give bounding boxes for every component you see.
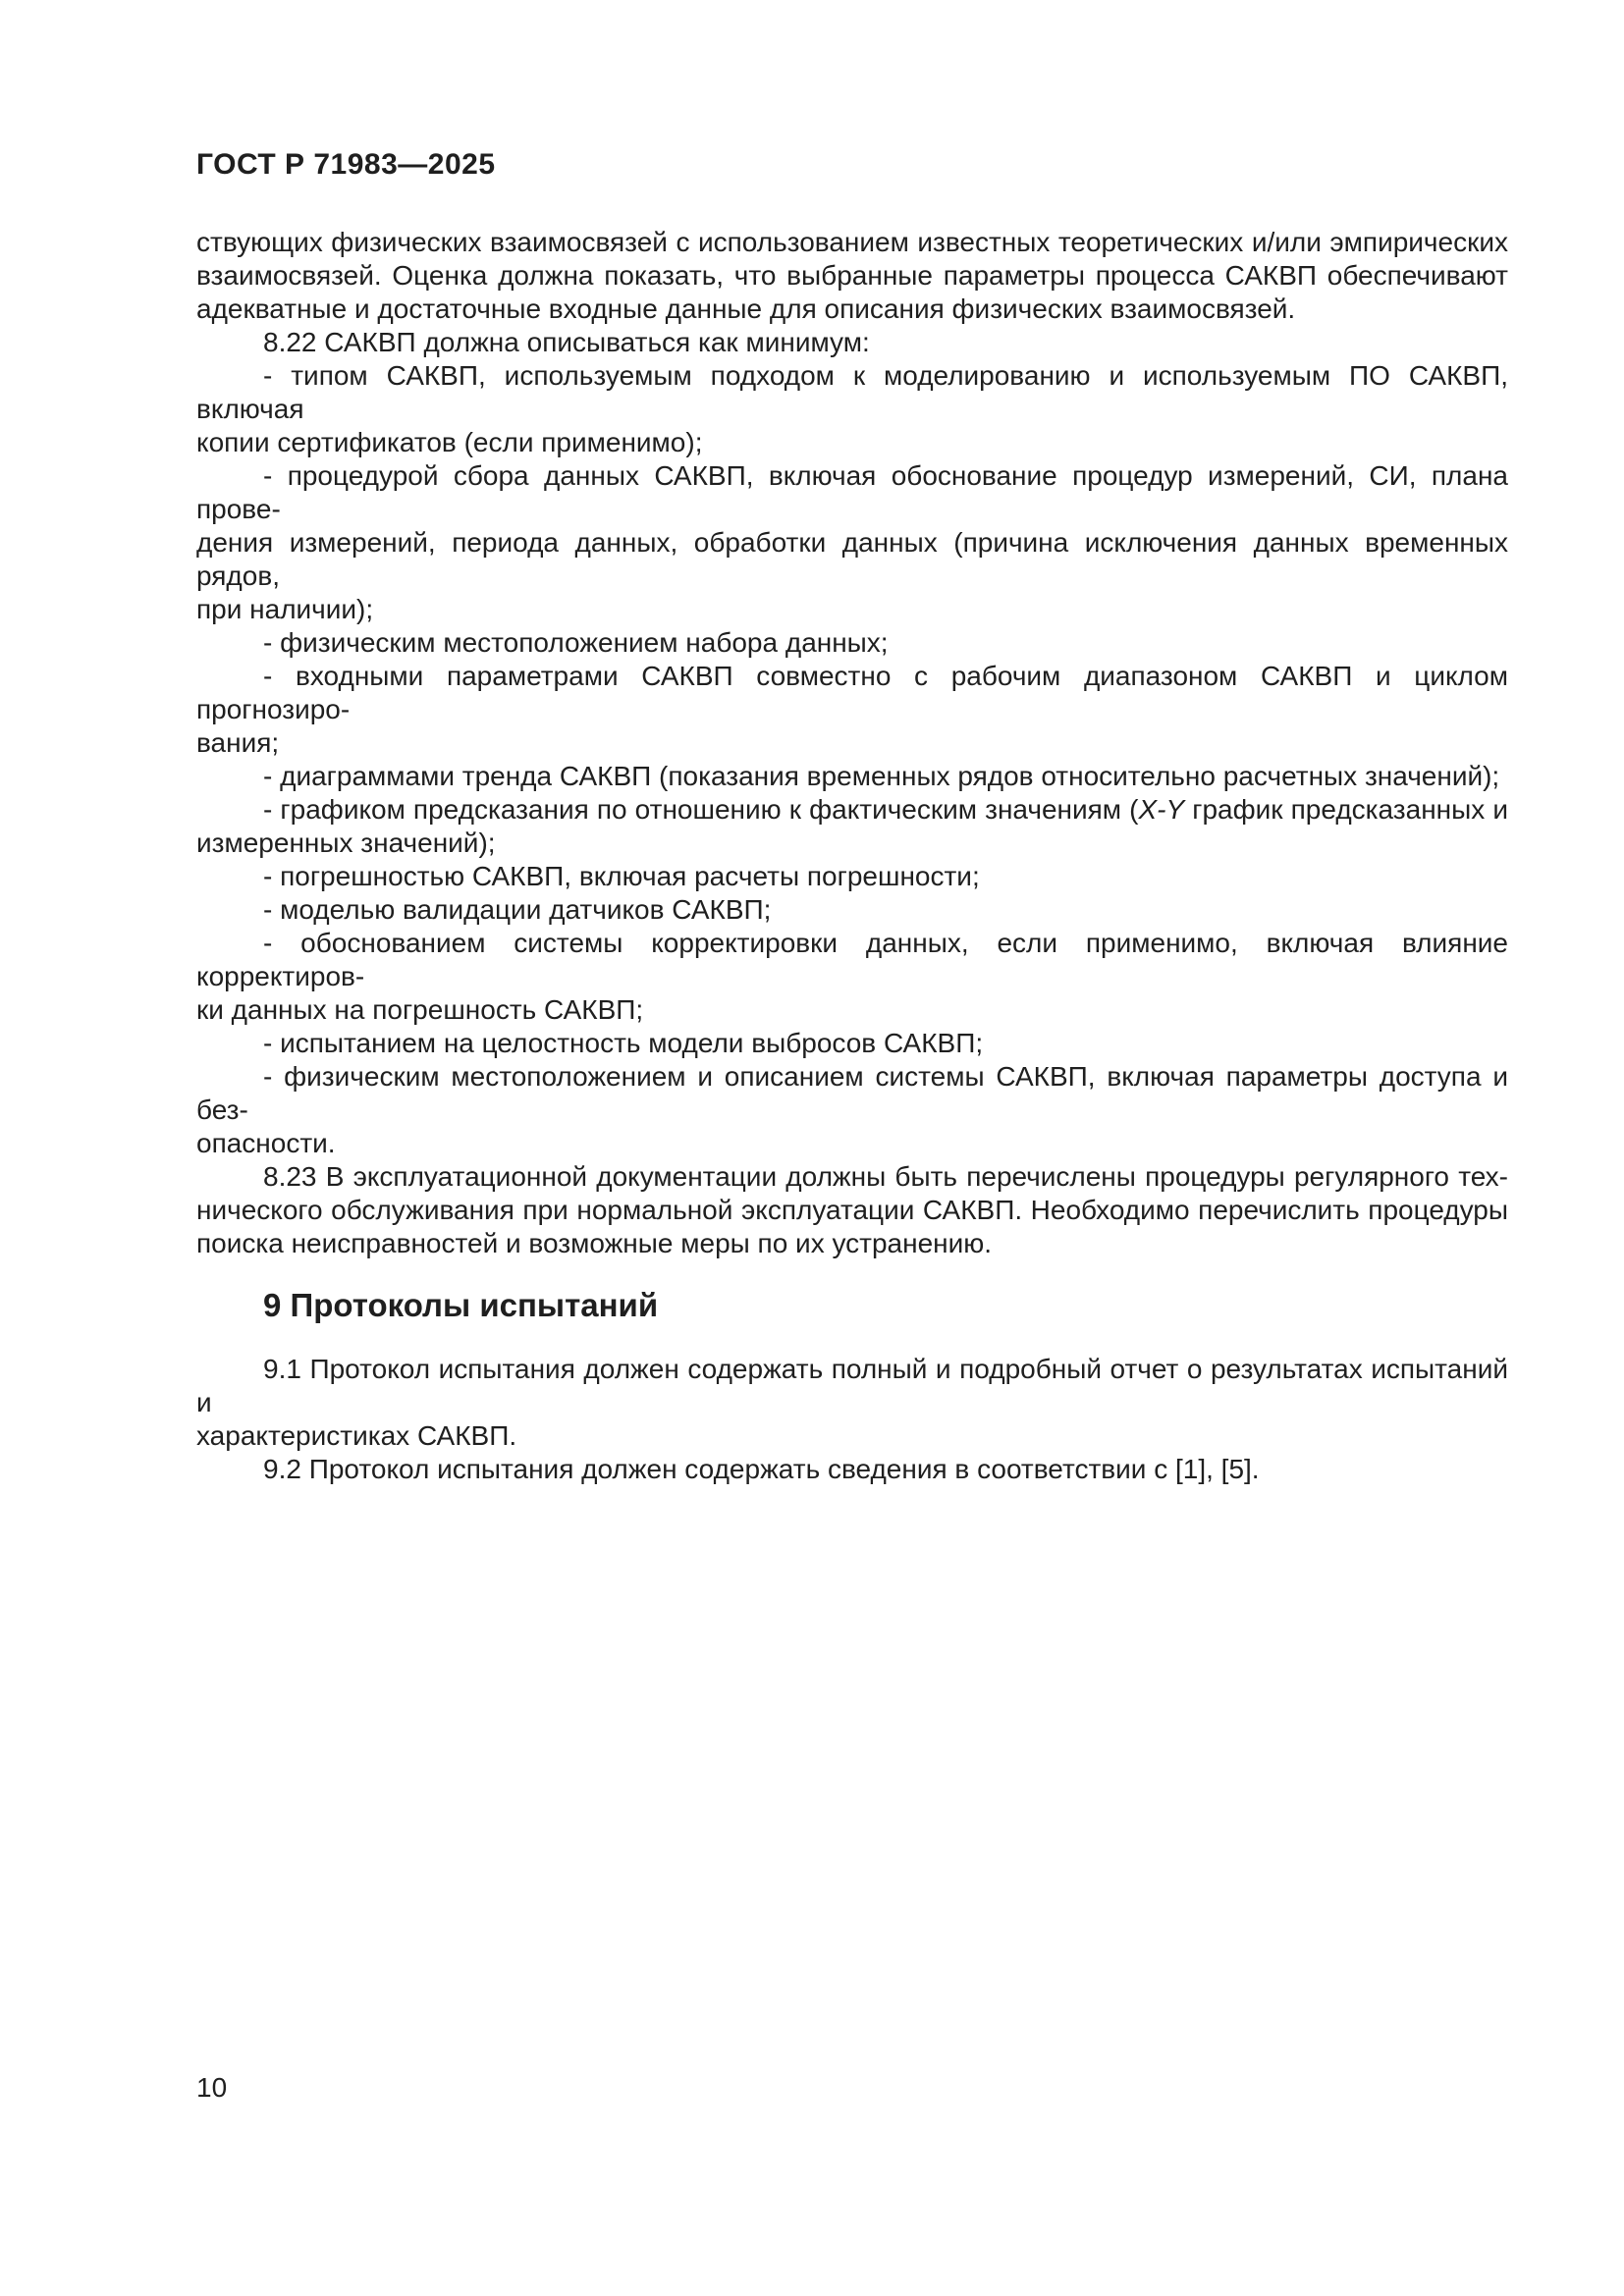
text-line: измеренных значений); bbox=[196, 828, 496, 858]
page-number: 10 bbox=[196, 2072, 228, 2103]
text-line: взаимосвязей. Оценка должна показать, что выбранные параметры процесса САКВП обеспечивают bbox=[196, 260, 1508, 291]
document-body bbox=[196, 226, 1508, 1486]
list-item-data-correction bbox=[196, 927, 1508, 1027]
text-line: нического обслуживания при нормальной эксплуатации САКВП. Необходимо перечислить процедуры bbox=[196, 1195, 1508, 1225]
text-line: адекватные и достаточные входные данные для описания физических взаимосвязей. bbox=[196, 294, 1296, 324]
list-item-sensor-validation bbox=[196, 893, 1508, 927]
text-line: 9.2 Протокол испытания должен содержать сведения в соответствии с [1], [5]. bbox=[263, 1454, 1260, 1484]
text-line: - обоснованием системы корректировки данных, если применимо, включая влияние корректиров- bbox=[196, 928, 1508, 991]
text-line: 8.23 В эксплуатационной документации должны быть перечислены процедуры регулярного тех- bbox=[263, 1161, 1508, 1192]
list-item-trend-diagrams bbox=[196, 760, 1508, 793]
list-item-integrity-test bbox=[196, 1027, 1508, 1060]
text-line: - типом САКВП, используемым подходом к моделированию и используемым ПО САКВП, включая bbox=[196, 360, 1508, 424]
paragraph-continuation bbox=[196, 226, 1508, 326]
text-line: 9.1 Протокол испытания должен содержать полный и подробный отчет о результатах испытаний и bbox=[196, 1354, 1508, 1417]
text-line: - погрешностью САКВП, включая расчеты погрешности; bbox=[263, 861, 980, 891]
paragraph-9-2 bbox=[196, 1453, 1508, 1486]
text-line: ки данных на погрешность САКВП; bbox=[196, 994, 644, 1025]
text-segment: график предсказанных и bbox=[1184, 794, 1508, 825]
text-line bbox=[196, 793, 1508, 827]
text-line: - физическим местоположением набора данных; bbox=[263, 627, 889, 658]
text-line: - испытанием на целостность модели выбросов САКВП; bbox=[263, 1028, 984, 1058]
running-header: ГОСТ Р 71983—2025 bbox=[196, 148, 496, 181]
text-line: поиска неисправностей и возможные меры по их устранению. bbox=[196, 1228, 993, 1258]
list-item-prediction-plot bbox=[196, 793, 1508, 860]
text-segment: - графиком предсказания по отношению к фактическим значениям ( bbox=[263, 794, 1139, 825]
paragraph-8-22 bbox=[196, 326, 1508, 359]
text-line: ствующих физических взаимосвязей с использованием известных теоретических и/или эмпирических bbox=[196, 227, 1508, 257]
list-item-system-location bbox=[196, 1060, 1508, 1160]
list-item-data-collection bbox=[196, 459, 1508, 626]
text-line: характеристиках САКВП. bbox=[196, 1420, 517, 1451]
text-line: 8.22 САКВП должна описываться как минимум: bbox=[263, 327, 870, 357]
text-line: - процедурой сбора данных САКВП, включая обоснование процедур измерений, СИ, плана прове- bbox=[196, 460, 1508, 524]
text-line: - диаграммами тренда САКВП (показания временных рядов относительно расчетных значений); bbox=[263, 761, 1500, 791]
text-line: вания; bbox=[196, 727, 280, 758]
text-line: дения измерений, периода данных, обработки данных (причина исключения данных временных рядов, bbox=[196, 527, 1508, 591]
text-line: - физическим местоположением и описанием системы САКВП, включая параметры доступа и без- bbox=[196, 1061, 1508, 1125]
italic-text-segment: X-Y bbox=[1138, 794, 1185, 825]
list-item-type bbox=[196, 359, 1508, 459]
paragraph-8-23 bbox=[196, 1160, 1508, 1260]
list-item-input-parameters bbox=[196, 660, 1508, 760]
text-line: - входными параметрами САКВП совместно с рабочим диапазоном САКВП и циклом прогнозиро- bbox=[196, 661, 1508, 724]
text-line: опасности. bbox=[196, 1128, 336, 1158]
text-line: при наличии); bbox=[196, 594, 374, 624]
text-line: копии сертификатов (если применимо); bbox=[196, 427, 703, 457]
text-line: - моделью валидации датчиков САКВП; bbox=[263, 894, 772, 925]
list-item-dataset-location bbox=[196, 626, 1508, 660]
paragraph-9-1 bbox=[196, 1353, 1508, 1453]
section-heading-9: 9 Протоколы испытаний bbox=[263, 1287, 659, 1323]
list-item-uncertainty bbox=[196, 860, 1508, 893]
